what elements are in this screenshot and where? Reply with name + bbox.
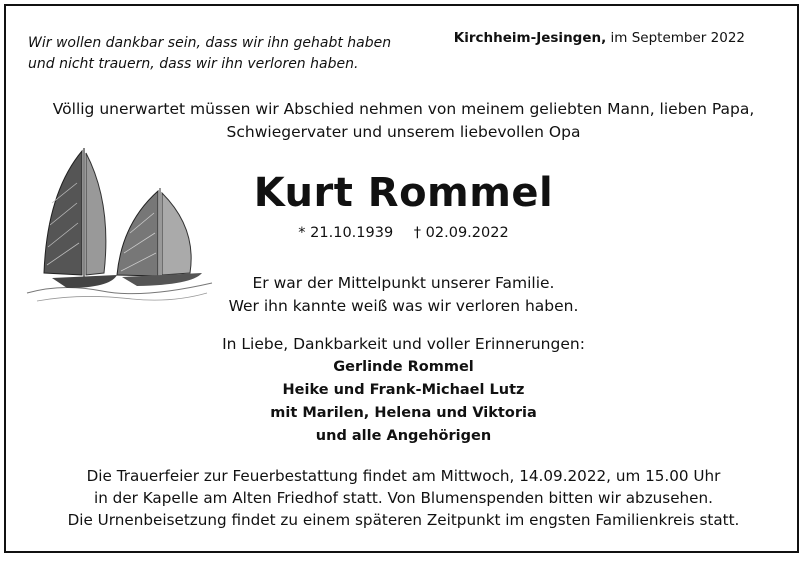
family-member: Heike und Frank-Michael Lutz: [282, 382, 525, 398]
death-date: † 02.09.2022: [413, 225, 509, 241]
tribute-message: [0, 272, 807, 318]
intro-line-1: Völlig unerwartet müssen wir Abschied nehmen von meinem geliebten Mann, lieben Papa,: [52, 100, 755, 118]
intro-text: [0, 98, 807, 144]
quote-line-1: Wir wollen dankbar sein, dass wir ihn gehabt haben: [28, 35, 392, 51]
deceased-name: Kurt Rommel: [253, 170, 554, 216]
family-member: mit Marilen, Helena und Viktoria: [270, 405, 537, 421]
funeral-info: [0, 465, 807, 531]
info-line-2: in der Kapelle am Alten Friedhof statt. Von Blumenspenden bitten wir abzusehen.: [94, 489, 713, 507]
quote-line-2: und nicht trauern, dass wir ihn verloren haben.: [28, 56, 359, 72]
date: im September 2022: [610, 30, 745, 46]
birth-date: * 21.10.1939: [298, 225, 394, 241]
life-dates: [0, 225, 807, 241]
message-line-1: Er war der Mittelpunkt unserer Familie.: [252, 274, 555, 292]
family-member: Gerlinde Rommel: [333, 359, 474, 375]
intro-line-2: Schwiegervater und unserem liebevollen Opa: [226, 123, 581, 141]
place-date: [454, 30, 745, 46]
message-line-2: Wer ihn kannte weiß was wir verloren haben.: [228, 297, 579, 315]
info-line-1: Die Trauerfeier zur Feuerbestattung findet am Mittwoch, 14.09.2022, um 15.00 Uhr: [86, 467, 721, 485]
memorial-quote: [28, 33, 391, 75]
family-section: [0, 333, 807, 448]
info-line-3: Die Urnenbeisetzung findet zu einem späteren Zeitpunkt im engsten Familienkreis statt.: [67, 511, 740, 529]
family-member: und alle Angehörigen: [315, 428, 492, 444]
place: Kirchheim-Jesingen,: [453, 30, 607, 46]
family-intro: In Liebe, Dankbarkeit und voller Erinnerungen:: [222, 335, 585, 353]
